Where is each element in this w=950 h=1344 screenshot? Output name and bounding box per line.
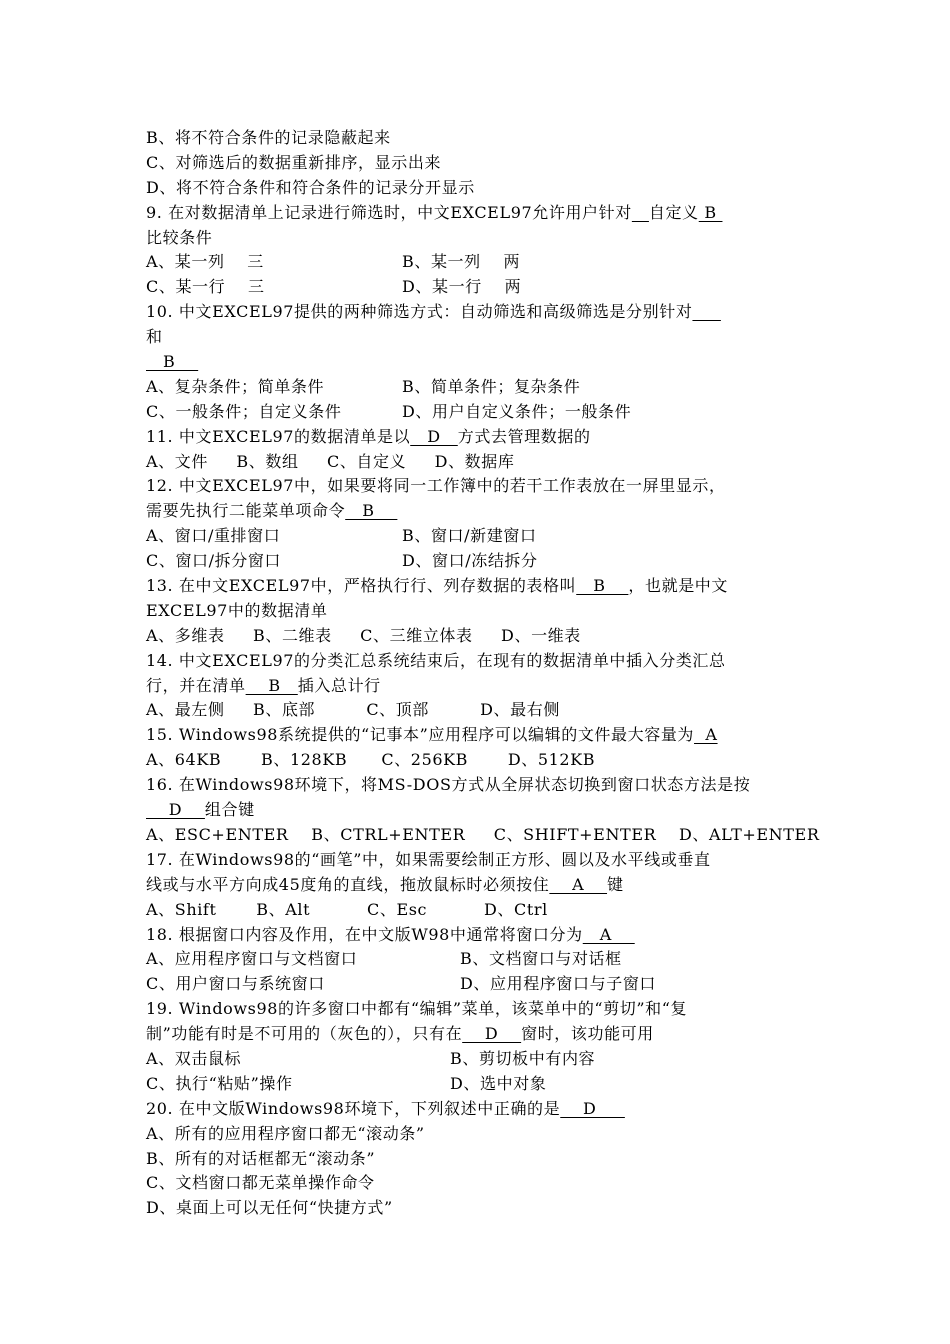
q17-stem: 17. 在Windows98的“画笔”中，如果需要绘制正方形、圆以及水平线或垂直 (146, 849, 711, 869)
q17-options: A、Shift B、Alt C、Esc D、Ctrl (146, 899, 548, 919)
q20-answer: D (560, 1098, 625, 1118)
q12-stem: 12. 中文EXCEL97中，如果要将同一工作簿中的若干工作表放在一屏里显示， (146, 476, 726, 496)
q8-option-d: D、将不符合条件和符合条件的记录分开显示 (146, 177, 475, 197)
q10-stem-cont: 和 (146, 327, 163, 347)
q9-answer: B (698, 202, 723, 222)
q14-answer: B (245, 675, 298, 695)
q19-options-row1: A、双击鼠标 B、剪切板中有内容 (146, 1048, 596, 1068)
q13-options: A、多维表 B、二维表 C、三维立体表 D、一维表 (146, 625, 581, 645)
q20-option-c: C、文档窗口都无菜单操作命令 (146, 1173, 375, 1193)
q15-answer: A (694, 725, 718, 745)
q19-stem: 19. Windows98的许多窗口中都有“编辑”菜单，该菜单中的“剪切”和“复 (146, 999, 688, 1019)
q9-options-row1: A、某一列 三 B、某一列 两 (146, 252, 521, 272)
q13-stem-cont: EXCEL97中的数据清单 (146, 600, 328, 620)
q8-option-b: B、将不符合条件的记录隐蔽起来 (146, 128, 391, 147)
q11-options: A、文件 B、数组 C、自定义 D、数据库 (146, 451, 515, 471)
q17-stem-cont: 线或与水平方向成45度角的直线，拖放鼠标时必须按住 A 键 (146, 873, 806, 898)
q12-options-row2: C、窗口/拆分窗口 D、窗口/冻结拆分 (146, 551, 538, 571)
q9-stem: 9. 在对数据清单上记录进行筛选时，中文EXCEL97允许用户针对 自定义 B (146, 201, 806, 226)
q15-options: A、64KB B、128KB C、256KB D、512KB (146, 750, 596, 770)
q20-option-a: A、所有的应用程序窗口都无“滚动条” (146, 1123, 425, 1143)
q10-answer: B (146, 352, 199, 372)
q10-options-row1: A、复杂条件；简单条件 B、简单条件；复杂条件 (146, 376, 581, 396)
q18-answer: A (582, 924, 635, 944)
q15-stem: 15. Windows98系统提供的“记事本”应用程序可以编辑的文件最大容量为 A (146, 723, 806, 748)
q10-blank (692, 300, 720, 325)
q9-blank (632, 201, 649, 226)
q13-answer: B (576, 576, 629, 596)
q10-stem: 10. 中文EXCEL97提供的两种筛选方式：自动筛选和高级筛选是分别针对 (146, 300, 806, 325)
q19-answer: D (462, 1024, 522, 1044)
q20-option-b: B、所有的对话框都无“滚动条” (146, 1148, 376, 1168)
q18-stem: 18. 根据窗口内容及作用，在中文版W98中通常将窗口分为 A (146, 923, 806, 948)
q16-options: A、ESC+ENTER B、CTRL+ENTER C、SHIFT+ENTER D、ALT+ENTER (146, 824, 820, 844)
q20-option-d: D、桌面上可以无任何“快捷方式” (146, 1198, 393, 1218)
q11-answer: D (410, 426, 458, 446)
q12-options-row1: A、窗口/重排窗口 B、窗口/新建窗口 (146, 526, 537, 546)
q20-stem: 20. 在中文版Windows98环境下，下列叙述中正确的是 D (146, 1097, 806, 1122)
q14-stem: 14. 中文EXCEL97的分类汇总系统结束后，在现有的数据清单中插入分类汇总 (146, 650, 726, 670)
q16-stem-cont: D 组合键 (146, 798, 806, 823)
q16-stem: 16. 在Windows98环境下，将MS-DOS方式从全屏状态切换到窗口状态方法是按 (146, 775, 751, 795)
q19-stem-cont: 制”功能有时是不可用的（灰色的），只有在 D 窗时，该功能可用 (146, 1022, 806, 1047)
q10-options-row2: C、一般条件；自定义条件 D、用户自定义条件；一般条件 (146, 401, 632, 421)
q18-options-row1: A、应用程序窗口与文档窗口 B、文档窗口与对话框 (146, 949, 622, 969)
exam-page (146, 126, 820, 1221)
q11-stem: 11. 中文EXCEL97的数据清单是以 D 方式去管理数据的 (146, 425, 806, 450)
q13-stem: 13. 在中文EXCEL97中，严格执行行、列存数据的表格叫 B ，也就是中文 (146, 574, 806, 599)
q8-option-c: C、对筛选后的数据重新排序，显示出来 (146, 152, 442, 172)
q12-stem-cont: 需要先执行二能菜单项命令 B (146, 499, 806, 524)
q19-options-row2: C、执行“粘贴”操作 D、选中对象 (146, 1073, 547, 1093)
q14-stem-cont: 行，并在清单 B 插入总计行 (146, 674, 806, 699)
q17-answer: A (549, 874, 608, 894)
q14-options: A、最左侧 B、底部 C、顶部 D、最右侧 (146, 700, 560, 720)
q9-stem-cont: 比较条件 (146, 227, 213, 247)
q16-answer: D (146, 800, 205, 820)
q9-options-row2: C、某一行 三 D、某一行 两 (146, 277, 522, 297)
q18-options-row2: C、用户窗口与系统窗口 D、应用程序窗口与子窗口 (146, 974, 657, 994)
q12-answer: B (345, 501, 398, 521)
